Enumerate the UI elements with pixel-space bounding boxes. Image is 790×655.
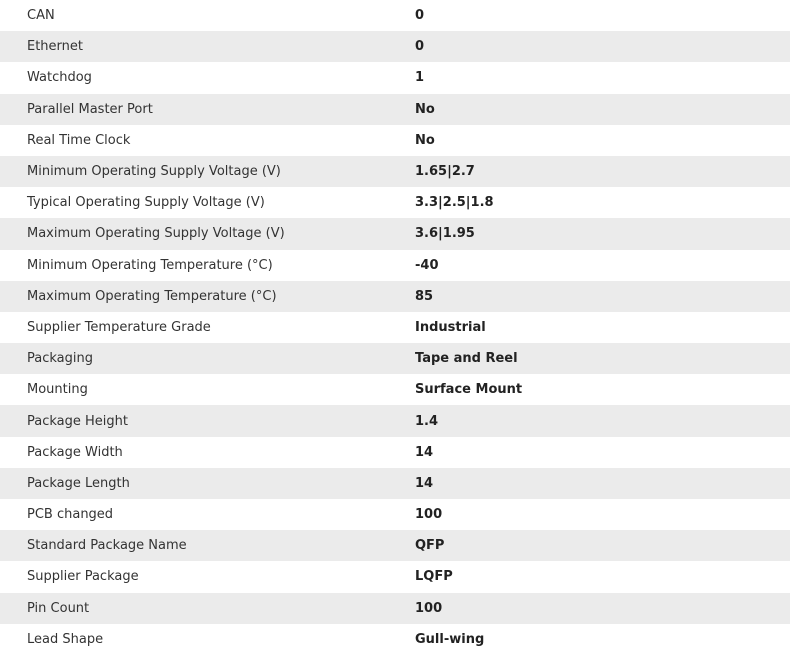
spec-value: 100 bbox=[415, 507, 443, 523]
spec-value: 3.6|1.95 bbox=[415, 226, 475, 242]
spec-value: No bbox=[415, 132, 435, 148]
spec-row-min-supply-voltage bbox=[0, 156, 790, 187]
spec-value: 100 bbox=[415, 600, 443, 616]
spec-name: Maximum Operating Temperature (°C) bbox=[27, 288, 277, 304]
spec-value: 1.4 bbox=[415, 413, 439, 429]
spec-row-watchdog bbox=[0, 62, 790, 93]
spec-value: 3.3|2.5|1.8 bbox=[415, 195, 494, 211]
spec-value: 1 bbox=[415, 70, 425, 86]
spec-row-real-time-clock bbox=[0, 125, 790, 156]
spec-value: 0 bbox=[415, 8, 425, 24]
spec-name: Lead Shape bbox=[27, 631, 104, 647]
spec-name: Standard Package Name bbox=[27, 538, 187, 554]
spec-value: 0 bbox=[415, 39, 425, 55]
spec-name: Supplier Package bbox=[27, 569, 139, 585]
spec-row-typ-supply-voltage bbox=[0, 187, 790, 218]
spec-value: 85 bbox=[415, 288, 434, 304]
spec-row-parallel-master-port bbox=[0, 94, 790, 125]
spec-name: Ethernet bbox=[27, 39, 83, 55]
spec-name: Package Height bbox=[27, 413, 128, 429]
spec-name: Minimum Operating Supply Voltage (V) bbox=[27, 164, 281, 180]
spec-row-mounting bbox=[0, 374, 790, 405]
spec-row-standard-package-name bbox=[0, 530, 790, 561]
spec-name: Minimum Operating Temperature (°C) bbox=[27, 257, 273, 273]
spec-row-can bbox=[0, 0, 790, 31]
spec-name: Pin Count bbox=[27, 600, 90, 616]
spec-name: Real Time Clock bbox=[27, 132, 131, 148]
spec-value: -40 bbox=[415, 257, 439, 273]
spec-value: QFP bbox=[415, 538, 445, 554]
spec-name: CAN bbox=[27, 8, 55, 24]
spec-row-lead-shape bbox=[0, 624, 790, 655]
spec-row-supplier-package bbox=[0, 561, 790, 592]
spec-row-pcb-changed bbox=[0, 499, 790, 530]
spec-row-max-temperature bbox=[0, 281, 790, 312]
spec-value: No bbox=[415, 101, 435, 117]
spec-name: Watchdog bbox=[27, 70, 92, 86]
spec-value: Tape and Reel bbox=[415, 351, 518, 367]
spec-row-max-supply-voltage bbox=[0, 218, 790, 249]
spec-row-min-temperature bbox=[0, 250, 790, 281]
spec-value: Surface Mount bbox=[415, 382, 523, 398]
spec-value: 14 bbox=[415, 475, 434, 491]
spec-value: 14 bbox=[415, 444, 434, 460]
spec-name: Maximum Operating Supply Voltage (V) bbox=[27, 226, 285, 242]
spec-name: Package Width bbox=[27, 444, 123, 460]
spec-name: Mounting bbox=[27, 382, 88, 398]
spec-name: Package Length bbox=[27, 475, 130, 491]
spec-name: Parallel Master Port bbox=[27, 101, 153, 117]
spec-value: 1.65|2.7 bbox=[415, 164, 475, 180]
spec-value: Industrial bbox=[415, 319, 486, 335]
spec-row-package-length bbox=[0, 468, 790, 499]
spec-row-temperature-grade bbox=[0, 312, 790, 343]
spec-value: LQFP bbox=[415, 569, 453, 585]
spec-row-pin-count bbox=[0, 593, 790, 624]
spec-name: Packaging bbox=[27, 351, 93, 367]
spec-name: Supplier Temperature Grade bbox=[27, 319, 211, 335]
spec-name: Typical Operating Supply Voltage (V) bbox=[27, 195, 265, 211]
spec-name: PCB changed bbox=[27, 507, 114, 523]
spec-row-packaging bbox=[0, 343, 790, 374]
spec-row-ethernet bbox=[0, 31, 790, 62]
spec-row-package-width bbox=[0, 437, 790, 468]
spec-value: Gull-wing bbox=[415, 631, 485, 647]
spec-row-package-height bbox=[0, 405, 790, 436]
